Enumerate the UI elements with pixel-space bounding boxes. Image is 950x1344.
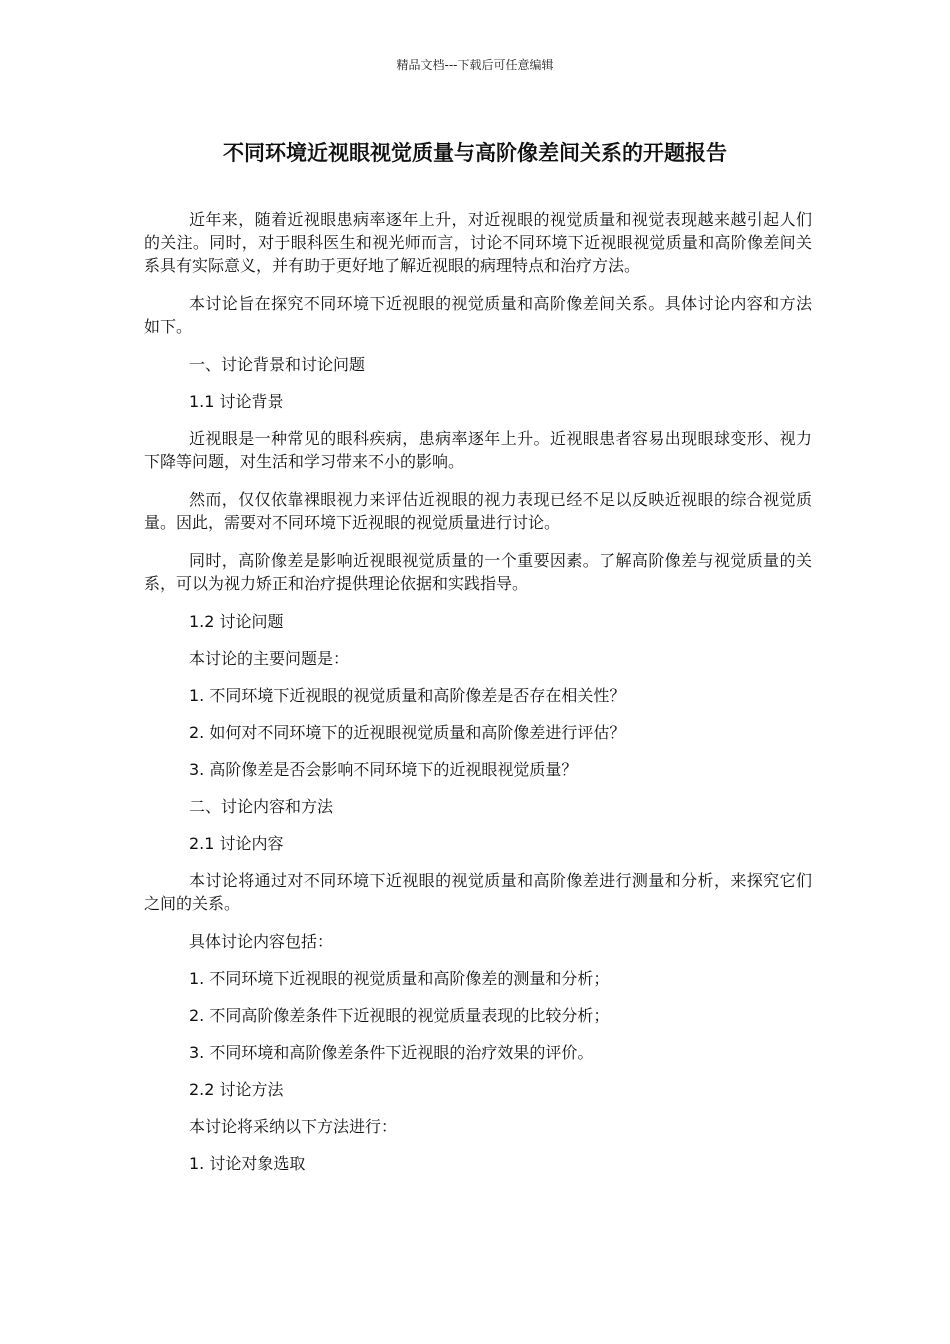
- page-header: 精品文档---下载后可任意编辑: [396, 58, 554, 72]
- section-heading-1: 一、讨论背景和讨论问题: [189, 355, 366, 374]
- list-item-question-3: 3. 高阶像差是否会影响不同环境下的近视眼视觉质量？: [189, 760, 578, 779]
- list-item-content-2: 2. 不同高阶像差条件下近视眼的视觉质量表现的比较分析；: [189, 1006, 610, 1025]
- subsection-heading-1-1: 1.1 讨论背景: [189, 392, 284, 411]
- document-title: 不同环境近视眼视觉质量与高阶像差间关系的开题报告: [223, 141, 727, 165]
- paragraph-background-2: 然而，仅仅依靠裸眼视力来评估近视眼的视力表现已经不足以反映近视眼的综合视觉质量。因此，需要对不同环境下近视眼的视觉质量进行讨论。: [144, 490, 812, 532]
- list-item-method-1: 1. 讨论对象选取: [189, 1154, 306, 1173]
- paragraph-intro-2: 本讨论旨在探究不同环境下近视眼的视觉质量和高阶像差间关系。具体讨论内容和方法如下。: [144, 294, 812, 336]
- paragraph-question-intro: 本讨论的主要问题是：: [189, 649, 350, 668]
- paragraph-content-intro: 具体讨论内容包括：: [189, 932, 334, 951]
- paragraph-method-intro: 本讨论将采纳以下方法进行：: [189, 1117, 398, 1136]
- document-body: [144, 208, 812, 1189]
- list-item-content-1: 1. 不同环境下近视眼的视觉质量和高阶像差的测量和分析；: [189, 969, 610, 988]
- subsection-heading-2-1: 2.1 讨论内容: [189, 834, 284, 853]
- subsection-heading-1-2: 1.2 讨论问题: [189, 612, 284, 631]
- paragraph-intro-1: 近年来，随着近视眼患病率逐年上升，对近视眼的视觉质量和视觉表现越来越引起人们的关注。同时，对于眼科医生和视光师而言，讨论不同环境下近视眼视觉质量和高阶像差间关系具有实际意义，并有助于更好地了解近视眼的病理特点和治疗方法。: [144, 210, 812, 275]
- list-item-question-2: 2. 如何对不同环境下的近视眼视觉质量和高阶像差进行评估？: [189, 723, 626, 742]
- paragraph-content-1: 本讨论将通过对不同环境下近视眼的视觉质量和高阶像差进行测量和分析，来探究它们之间的关系。: [144, 871, 812, 913]
- section-heading-2: 二、讨论内容和方法: [189, 797, 334, 816]
- list-item-content-3: 3. 不同环境和高阶像差条件下近视眼的治疗效果的评价。: [189, 1043, 594, 1062]
- subsection-heading-2-2: 2.2 讨论方法: [189, 1080, 284, 1099]
- paragraph-background-3: 同时，高阶像差是影响近视眼视觉质量的一个重要因素。了解高阶像差与视觉质量的关系，可以为视力矫正和治疗提供理论依据和实践指导。: [144, 551, 812, 593]
- list-item-question-1: 1. 不同环境下近视眼的视觉质量和高阶像差是否存在相关性？: [189, 686, 626, 705]
- paragraph-background-1: 近视眼是一种常见的眼科疾病，患病率逐年上升。近视眼患者容易出现眼球变形、视力下降等问题，对生活和学习带来不小的影响。: [144, 429, 812, 471]
